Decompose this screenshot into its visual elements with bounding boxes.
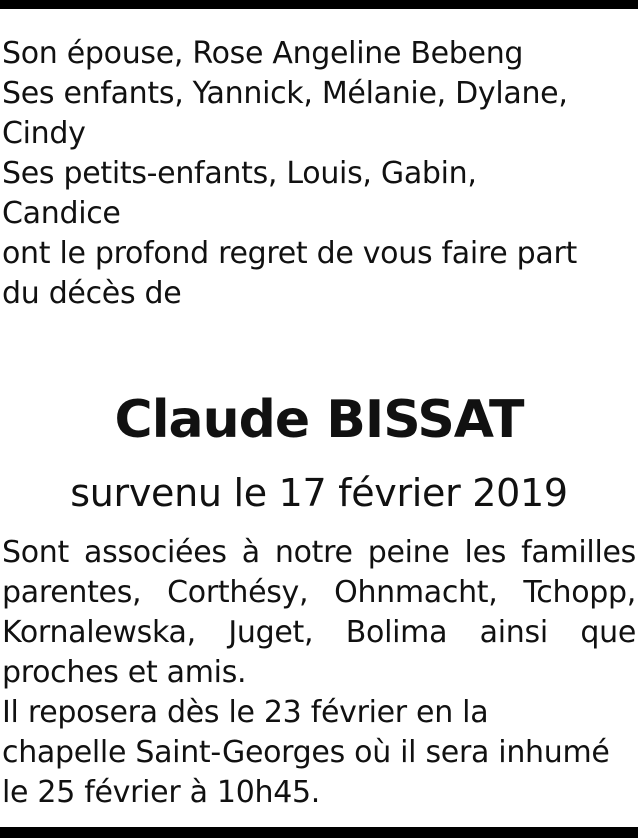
intro-line: ont le profond regret de vous faire part xyxy=(2,236,577,271)
closing-paragraph xyxy=(2,533,636,813)
top-border-rule xyxy=(0,0,638,9)
closing-line: proches et amis. xyxy=(2,655,247,690)
closing-line: Sont associées à notre peine les familles xyxy=(2,535,636,570)
intro-line: Ses enfants, Yannick, Mélanie, Dylane, xyxy=(2,76,568,111)
family-intro-paragraph xyxy=(2,34,636,314)
intro-line: Candice xyxy=(2,196,121,231)
closing-line: Kornalewska, Juget, Bolima ainsi que xyxy=(2,615,636,650)
closing-line: chapelle Saint-Georges où il sera inhumé xyxy=(2,735,610,770)
closing-line: le 25 février à 10h45. xyxy=(2,775,321,810)
intro-line: Ses petits-enfants, Louis, Gabin, xyxy=(2,156,477,191)
burial-info-paragraph xyxy=(2,693,636,813)
closing-line: parentes, Corthésy, Ohnmacht, Tchopp, xyxy=(2,575,636,610)
deceased-name-heading: Claude BISSAT xyxy=(114,390,524,450)
death-date-line: survenu le 17 février 2019 xyxy=(70,471,568,515)
intro-line: du décès de xyxy=(2,276,182,311)
associated-families-paragraph xyxy=(2,533,636,693)
closing-line: Il reposera dès le 23 février en la xyxy=(2,695,489,730)
bottom-border-rule xyxy=(0,827,638,838)
intro-line: Son épouse, Rose Angeline Bebeng xyxy=(2,36,524,71)
intro-line: Cindy xyxy=(2,116,86,151)
